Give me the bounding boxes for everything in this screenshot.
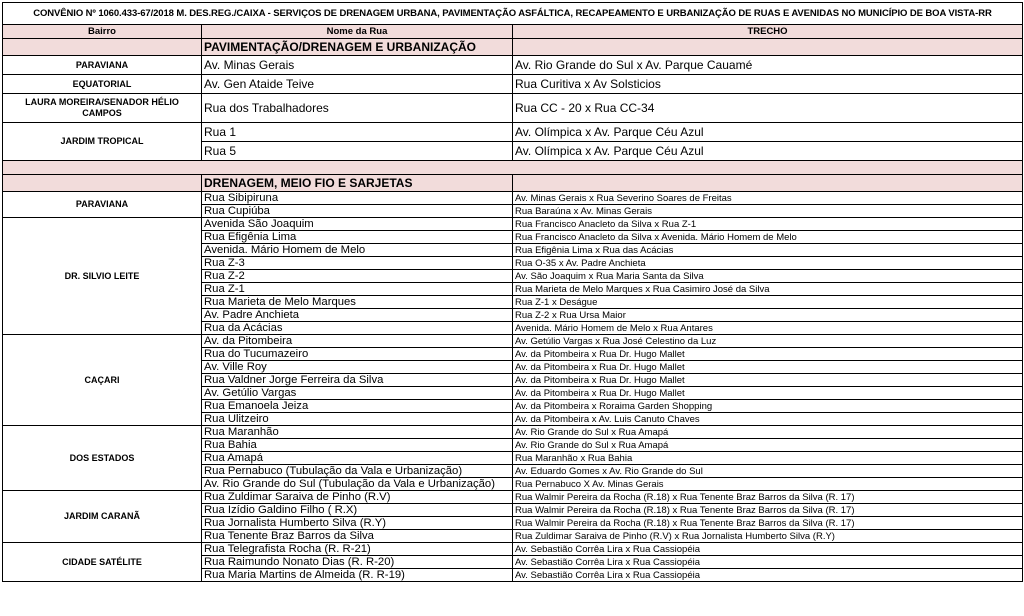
rua-cell: Av. Ville Roy bbox=[202, 361, 513, 374]
rua-cell: Av. Getúlio Vargas bbox=[202, 387, 513, 400]
table-row bbox=[3, 218, 1023, 231]
trecho-cell: Av. da Pitombeira x Rua Dr. Hugo Mallet bbox=[513, 348, 1023, 361]
trecho-cell: Av. Olímpica x Av. Parque Céu Azul bbox=[513, 142, 1023, 161]
rua-cell: Rua Jornalista Humberto Silva (R.Y) bbox=[202, 517, 513, 530]
title-row bbox=[3, 3, 1023, 25]
bairro-cell: EQUATORIAL bbox=[3, 75, 202, 94]
rua-cell: Rua Maria Martins de Almeida (R. R-19) bbox=[202, 569, 513, 582]
rua-cell: Av. Rio Grande do Sul (Tubulação da Vala e Urbanização) bbox=[202, 478, 513, 491]
trecho-cell: Av. Sebastião Corrêa Lira x Rua Cassiopéia bbox=[513, 556, 1023, 569]
rua-cell: Rua Efigênia Lima bbox=[202, 231, 513, 244]
table-row bbox=[3, 426, 1023, 439]
rua-cell: Rua Z-1 bbox=[202, 283, 513, 296]
bairro-cell: LAURA MOREIRA/SENADOR HÉLIO CAMPOS bbox=[3, 94, 202, 123]
bairro-cell: JARDIM TROPICAL bbox=[3, 123, 202, 161]
section-label: DRENAGEM, MEIO FIO E SARJETAS bbox=[202, 175, 513, 192]
rua-cell: Rua Pernabuco (Tubulação da Vala e Urbanização) bbox=[202, 465, 513, 478]
rua-cell: Rua Raimundo Nonato Dias (R. R-20) bbox=[202, 556, 513, 569]
trecho-cell: Av. São Joaquim x Rua Maria Santa da Silva bbox=[513, 270, 1023, 283]
trecho-cell: Av. da Pitombeira x Rua Dr. Hugo Mallet bbox=[513, 374, 1023, 387]
trecho-cell: Rua Walmir Pereira da Rocha (R.18) x Rua Tenente Braz Barros da Silva (R. 17) bbox=[513, 504, 1023, 517]
trecho-cell: Av. Olímpica x Av. Parque Céu Azul bbox=[513, 123, 1023, 142]
bairro-cell: PARAVIANA bbox=[3, 192, 202, 218]
bairro-cell: CIDADE SATÉLITE bbox=[3, 543, 202, 582]
rua-cell: Avenida. Mário Homem de Melo bbox=[202, 244, 513, 257]
bairro-cell: JARDIM CARANÃ bbox=[3, 491, 202, 543]
header-bairro: Bairro bbox=[3, 25, 202, 39]
rua-cell: Rua Tenente Braz Barros da Silva bbox=[202, 530, 513, 543]
trecho-cell: Rua Curitiva x Av Solsticios bbox=[513, 75, 1023, 94]
rua-cell: Rua dos Trabalhadores bbox=[202, 94, 513, 123]
rua-cell: Rua Maranhão bbox=[202, 426, 513, 439]
trecho-cell: Av. Eduardo Gomes x Av. Rio Grande do Sul bbox=[513, 465, 1023, 478]
trecho-cell: Rua Maranhão x Rua Bahia bbox=[513, 452, 1023, 465]
trecho-cell: Rua Francisco Anacleto da Silva x Avenida. Mário Homem de Melo bbox=[513, 231, 1023, 244]
document-title: CONVÊNIO Nº 1060.433-67/2018 M. DES.REG./CAIXA - SERVIÇOS DE DRENAGEM URBANA, PAVIMENTAÇÃO ASFÁLTICA, RECAPEAMENTO E URBANIZAÇÃO DE RUAS E AVENIDAS NO MUNICÍPIO DE BOA VISTA-RR bbox=[3, 3, 1023, 25]
rua-cell: Rua Marieta de Melo Marques bbox=[202, 296, 513, 309]
trecho-cell: Av. da Pitombeira x Roraima Garden Shopping bbox=[513, 400, 1023, 413]
bairro-cell: PARAVIANA bbox=[3, 56, 202, 75]
rua-cell: Rua Ulitzeiro bbox=[202, 413, 513, 426]
bairro-cell: CAÇARI bbox=[3, 335, 202, 426]
header-trecho: TRECHO bbox=[513, 25, 1023, 39]
bairro-cell: DOS ESTADOS bbox=[3, 426, 202, 491]
rua-cell: Rua Emanoela Jeiza bbox=[202, 400, 513, 413]
trecho-cell: Rua O-35 x Av. Padre Anchieta bbox=[513, 257, 1023, 270]
rua-cell: Av. Gen Ataide Teive bbox=[202, 75, 513, 94]
section-header bbox=[3, 39, 1023, 56]
rua-cell: Rua Z-3 bbox=[202, 257, 513, 270]
rua-cell: Rua Valdner Jorge Ferreira da Silva bbox=[202, 374, 513, 387]
trecho-cell: Rua Pernabuco X Av. Minas Gerais bbox=[513, 478, 1023, 491]
trecho-cell: Av. Minas Gerais x Rua Severino Soares de Freitas bbox=[513, 192, 1023, 205]
header-row bbox=[3, 25, 1023, 39]
trecho-cell: Rua CC - 20 x Rua CC-34 bbox=[513, 94, 1023, 123]
trecho-cell: Rua Z-1 x Deságue bbox=[513, 296, 1023, 309]
table-row bbox=[3, 123, 1023, 142]
rua-cell: Rua Bahia bbox=[202, 439, 513, 452]
table-row bbox=[3, 543, 1023, 556]
trecho-cell: Av. da Pitombeira x Av. Luis Canuto Chaves bbox=[513, 413, 1023, 426]
table-row bbox=[3, 192, 1023, 205]
header-rua: Nome da Rua bbox=[202, 25, 513, 39]
trecho-cell: Av. Rio Grande do Sul x Rua Amapá bbox=[513, 439, 1023, 452]
table-row bbox=[3, 75, 1023, 94]
rua-cell: Av. Minas Gerais bbox=[202, 56, 513, 75]
trecho-cell: Av. Getúlio Vargas x Rua José Celestino da Luz bbox=[513, 335, 1023, 348]
spacer-row bbox=[3, 161, 1023, 175]
trecho-cell: Rua Z-2 x Rua Ursa Maior bbox=[513, 309, 1023, 322]
rua-cell: Rua Amapá bbox=[202, 452, 513, 465]
table-row bbox=[3, 335, 1023, 348]
rua-cell: Rua 5 bbox=[202, 142, 513, 161]
rua-cell: Av. da Pitombeira bbox=[202, 335, 513, 348]
rua-cell: Av. Padre Anchieta bbox=[202, 309, 513, 322]
table-row bbox=[3, 491, 1023, 504]
rua-cell: Rua Telegrafista Rocha (R. R-21) bbox=[202, 543, 513, 556]
trecho-cell: Av. Sebastião Corrêa Lira x Rua Cassiopéia bbox=[513, 543, 1023, 556]
trecho-cell: Av. da Pitombeira x Rua Dr. Hugo Mallet bbox=[513, 361, 1023, 374]
table-row bbox=[3, 56, 1023, 75]
section-label: PAVIMENTAÇÃO/DRENAGEM E URBANIZAÇÃO bbox=[202, 39, 513, 56]
trecho-cell: Av. Rio Grande do Sul x Rua Amapá bbox=[513, 426, 1023, 439]
bairro-cell: DR. SILVIO LEITE bbox=[3, 218, 202, 335]
rua-cell: Avenida São Joaquim bbox=[202, 218, 513, 231]
trecho-cell: Av. Sebastião Corrêa Lira x Rua Cassiopéia bbox=[513, 569, 1023, 582]
rua-cell: Rua Sibipiruna bbox=[202, 192, 513, 205]
trecho-cell: Av. Rio Grande do Sul x Av. Parque Cauamé bbox=[513, 56, 1023, 75]
trecho-cell: Rua Efigênia Lima x Rua das Acácias bbox=[513, 244, 1023, 257]
section-header bbox=[3, 175, 1023, 192]
rua-cell: Rua do Tucumazeiro bbox=[202, 348, 513, 361]
rua-cell: Rua Izídio Galdino Filho ( R.X) bbox=[202, 504, 513, 517]
rua-cell: Rua 1 bbox=[202, 123, 513, 142]
trecho-cell: Rua Marieta de Melo Marques x Rua Casimiro José da Silva bbox=[513, 283, 1023, 296]
table-row bbox=[3, 94, 1023, 123]
trecho-cell: Rua Zuldimar Saraiva de Pinho (R.V) x Rua Jornalista Humberto Silva (R.Y) bbox=[513, 530, 1023, 543]
trecho-cell: Rua Baraúna x Av. Minas Gerais bbox=[513, 205, 1023, 218]
works-table bbox=[2, 2, 1023, 582]
rua-cell: Rua Zuldimar Saraiva de Pinho (R.V) bbox=[202, 491, 513, 504]
rua-cell: Rua Z-2 bbox=[202, 270, 513, 283]
trecho-cell: Rua Walmir Pereira da Rocha (R.18) x Rua Tenente Braz Barros da Silva (R. 17) bbox=[513, 517, 1023, 530]
rua-cell: Rua Cupiúba bbox=[202, 205, 513, 218]
trecho-cell: Rua Walmir Pereira da Rocha (R.18) x Rua Tenente Braz Barros da Silva (R. 17) bbox=[513, 491, 1023, 504]
trecho-cell: Avenida. Mário Homem de Melo x Rua Antares bbox=[513, 322, 1023, 335]
trecho-cell: Av. da Pitombeira x Rua Dr. Hugo Mallet bbox=[513, 387, 1023, 400]
rua-cell: Rua da Acácias bbox=[202, 322, 513, 335]
trecho-cell: Rua Francisco Anacleto da Silva x Rua Z-1 bbox=[513, 218, 1023, 231]
